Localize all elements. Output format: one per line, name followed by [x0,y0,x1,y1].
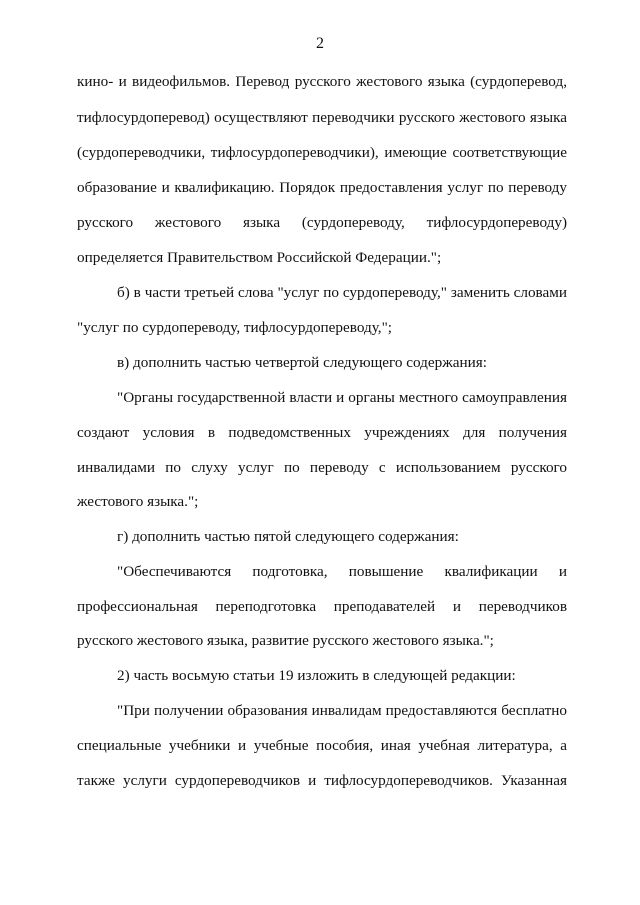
text-line: "Органы государственной власти и органы местного самоуправления [117,389,567,406]
text-line: "услуг по сурдопереводу, тифлосурдопереводу,"; [77,319,392,336]
text-line: кино- и видеофильмов. Перевод русского жестового языка (сурдоперевод, [77,73,567,90]
text-line: специальные учебники и учебные пособия, иная учебная литература, а [77,737,567,754]
text-line: русского жестового языка (сурдопереводу, тифлосурдопереводу) [77,214,567,231]
page-number: 2 [316,35,324,52]
text-line: образование и квалификацию. Порядок предоставления услуг по переводу [77,179,567,196]
text-line: инвалидами по слуху услуг по переводу с использованием русского [77,459,567,476]
text-line: жестового языка."; [77,493,199,510]
text-line: тифлосурдоперевод) осуществляют переводчики русского жестового языка [77,109,567,126]
text-line: "При получении образования инвалидам предоставляются бесплатно [117,702,567,719]
text-line: профессиональная переподготовка преподавателей и переводчиков [77,598,567,615]
text-line: г) дополнить частью пятой следующего содержания: [117,528,459,545]
text-line: определяется Правительством Российской Федерации."; [77,249,442,266]
text-line: "Обеспечиваются подготовка, повышение квалификации и [117,563,567,580]
text-line: создают условия в подведомственных учреждениях для получения [77,424,567,441]
text-line: русского жестового языка, развитие русского жестового языка."; [77,632,494,649]
text-line: б) в части третьей слова "услуг по сурдопереводу," заменить словами [117,284,567,301]
text-line: в) дополнить частью четвертой следующего содержания: [117,354,487,371]
text-line: 2) часть восьмую статьи 19 изложить в следующей редакции: [117,667,516,684]
text-line: также услуги сурдопереводчиков и тифлосурдопереводчиков. Указанная [77,772,567,789]
text-line: (сурдопереводчики, тифлосурдопереводчики), имеющие соответствующие [77,144,567,161]
